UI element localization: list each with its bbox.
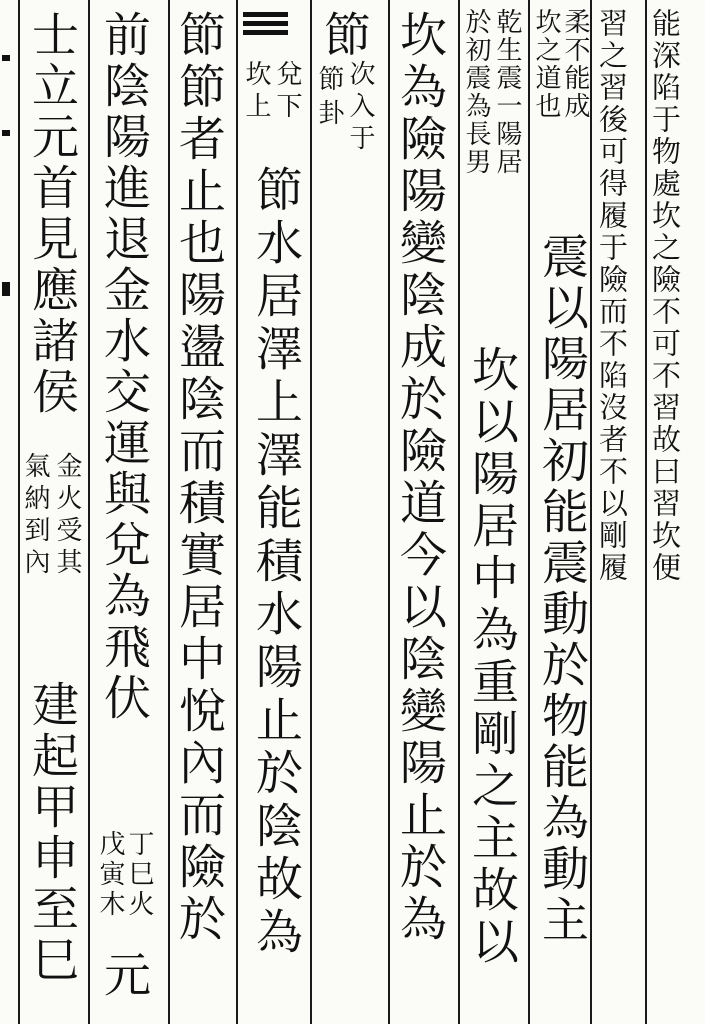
note-column: 兌下 [272,60,302,124]
column-rule [590,0,592,1024]
column-rule [88,0,90,1024]
hexagram-title: 節 [316,10,371,58]
text-column: 震以陽居初能震動於物能為動主 [534,232,589,946]
note-column: 次入于 [345,60,375,156]
note-column: 丁巳火 [124,830,154,920]
edge-mark [2,55,10,61]
text-column: 前陰陽進退金水交運與兌為飛伏 [96,10,151,724]
note-column: 坎之道也 [531,8,561,120]
note-column: 柔不能成 [560,8,590,120]
note-column: 乾生震一陽居 [492,8,522,176]
column-rule [168,0,170,1024]
note-column: 坎上 [241,60,271,124]
trigram-symbol [243,12,288,42]
note-column: 於初震為長男 [461,8,491,176]
note-column: 氣納到內 [20,452,50,580]
page-edge [0,0,14,1024]
column-rule [310,0,312,1024]
text-column: 節水居澤上澤能積水陽止於陰故為 [248,165,303,960]
note-column: 節卦 [314,65,344,133]
text-column: 士立元首見應諸侯 [24,10,79,418]
text-column: 能深陷于物處坎之險不可不習故曰習坎便 [648,8,682,584]
edge-mark [2,282,10,296]
note-column: 金火受其 [52,452,82,580]
column-rule [528,0,530,1024]
text-column: 建起甲申至巳 [24,680,79,986]
column-rule [236,0,238,1024]
text-column: 節節者止也陽盪陰而積實居中悅內而險於 [171,10,226,946]
text-column: 坎以陽居中為重剛之主故以 [464,345,519,969]
edge-mark [2,130,10,136]
column-rule [388,0,390,1024]
text-column: 習之習後可得履于險而不陷沒者不以剛履 [595,8,629,584]
note-column: 戊寅木 [95,830,125,920]
column-rule [458,0,460,1024]
text-column: 坎為險陽變陰成於險道今以陰變陽止於為 [392,10,447,946]
column-rule [645,0,647,1024]
text-column: 元 [96,950,151,998]
